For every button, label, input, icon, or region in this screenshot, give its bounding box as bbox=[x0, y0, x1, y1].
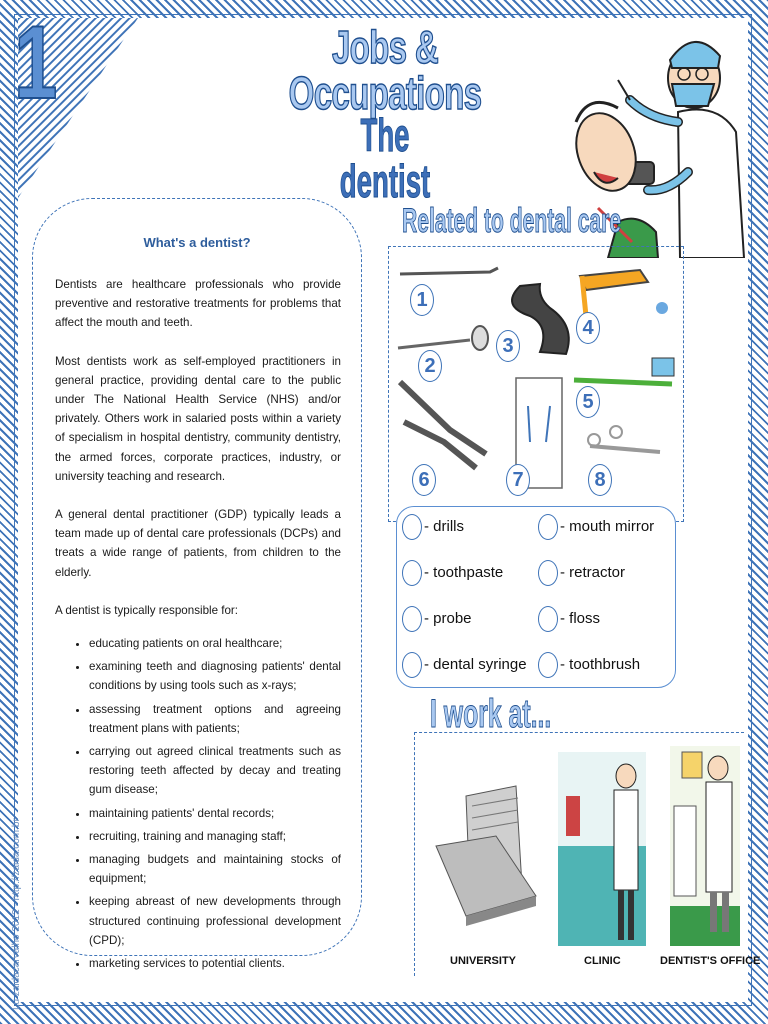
answer-item[interactable]: - drills bbox=[402, 514, 464, 540]
paragraph: Most dentists work as self-employed practitioners in general practice, providing dental care to the public under The National Health Service (NHS) and/or privately. Others work in salaried posts within a variety of specialism in hospital dentistry, community dentistry, the armed forces, corporate practices, industry, or university teaching and research. bbox=[55, 354, 341, 483]
info-card bbox=[32, 198, 362, 971]
answer-circle[interactable] bbox=[538, 514, 558, 540]
credit-text: Lu zaidacarvalho 2012 - http://zaida.com.br bbox=[11, 818, 22, 1010]
answer-circle[interactable] bbox=[402, 652, 422, 678]
list-item: • keeping abreast of new developments through structured continuing professional development (CPD); bbox=[89, 892, 341, 950]
answer-item[interactable]: - toothbrush bbox=[538, 652, 640, 678]
list-item: • examining teeth and diagnosing patients' dental conditions by using tools such as x-rays; bbox=[89, 657, 341, 695]
clinic-image bbox=[558, 752, 646, 946]
number-badge: 3 bbox=[496, 330, 520, 362]
place-label-university: UNIVERSITY bbox=[450, 955, 517, 967]
list-item: • marketing services to potential clients. bbox=[89, 954, 341, 973]
page-subtitle: The dentist bbox=[339, 109, 431, 207]
place-label-dentists-office: DENTIST'S OFFICE bbox=[660, 955, 761, 967]
side-credit bbox=[8, 730, 28, 1010]
retractor-icon bbox=[512, 284, 569, 354]
paragraph: Dentists are healthcare professionals who provide preventive and restorative treatments for problems that affect the mouth and teeth. bbox=[55, 278, 341, 330]
answer-item[interactable]: - dental syringe bbox=[402, 652, 527, 678]
answer-circle[interactable] bbox=[402, 514, 422, 540]
unit-number: 1 bbox=[14, 5, 58, 121]
syringe-icon bbox=[590, 446, 660, 452]
university-image bbox=[436, 786, 536, 926]
toothpaste-icon bbox=[580, 270, 648, 290]
number-badge: 7 bbox=[506, 464, 530, 496]
number-badge: 4 bbox=[576, 312, 600, 344]
answer-circle[interactable] bbox=[538, 560, 558, 586]
list-item: • recruiting, training and managing staff; bbox=[89, 827, 341, 846]
answer-circle[interactable] bbox=[538, 606, 558, 632]
mirror-icon bbox=[398, 340, 470, 348]
answer-item[interactable]: - mouth mirror bbox=[538, 514, 654, 540]
probe-icon bbox=[400, 268, 498, 274]
card-heading: What's a dentist? bbox=[143, 235, 251, 250]
number-badge: 2 bbox=[418, 350, 442, 382]
paragraph: A general dental practitioner (GDP) typically leads a team made up of dental care professionals (DCPs) and treats a wide range of patients, from children to the elderly. bbox=[55, 508, 341, 579]
card-body bbox=[55, 275, 341, 977]
answer-item[interactable]: - toothpaste bbox=[402, 560, 503, 586]
list-item: • assessing treatment options and agreeing treatment plans with patients; bbox=[89, 700, 341, 738]
responsibility-list bbox=[55, 634, 341, 973]
list-item: • carrying out agreed clinical treatments such as restoring teeth affected by decay and treating gum disease; bbox=[89, 742, 341, 800]
dentists-office-image bbox=[670, 746, 740, 946]
answer-circle[interactable] bbox=[402, 560, 422, 586]
answer-circle[interactable] bbox=[538, 652, 558, 678]
answer-item[interactable]: - floss bbox=[538, 606, 600, 632]
toothbrush-icon bbox=[574, 380, 672, 384]
list-item: • maintaining patients' dental records; bbox=[89, 804, 341, 823]
list-item: • managing budgets and maintaining stocks of equipment; bbox=[89, 850, 341, 888]
answer-circle[interactable] bbox=[402, 606, 422, 632]
related-title: Related to dental care bbox=[402, 202, 622, 240]
number-badge: 1 bbox=[410, 284, 434, 316]
workplace-illustrations bbox=[426, 746, 744, 946]
number-badge: 8 bbox=[588, 464, 612, 496]
paragraph: A dentist is typically responsible for: bbox=[55, 603, 239, 617]
answer-item[interactable]: - retractor bbox=[538, 560, 625, 586]
page-title: Jobs & Occupations bbox=[288, 21, 482, 119]
list-item: • educating patients on oral healthcare; bbox=[89, 634, 341, 653]
answer-item[interactable]: - probe bbox=[402, 606, 472, 632]
number-badge: 5 bbox=[576, 386, 600, 418]
place-label-clinic: CLINIC bbox=[584, 955, 621, 967]
number-badge: 6 bbox=[412, 464, 436, 496]
work-title: I work at... bbox=[430, 692, 552, 736]
